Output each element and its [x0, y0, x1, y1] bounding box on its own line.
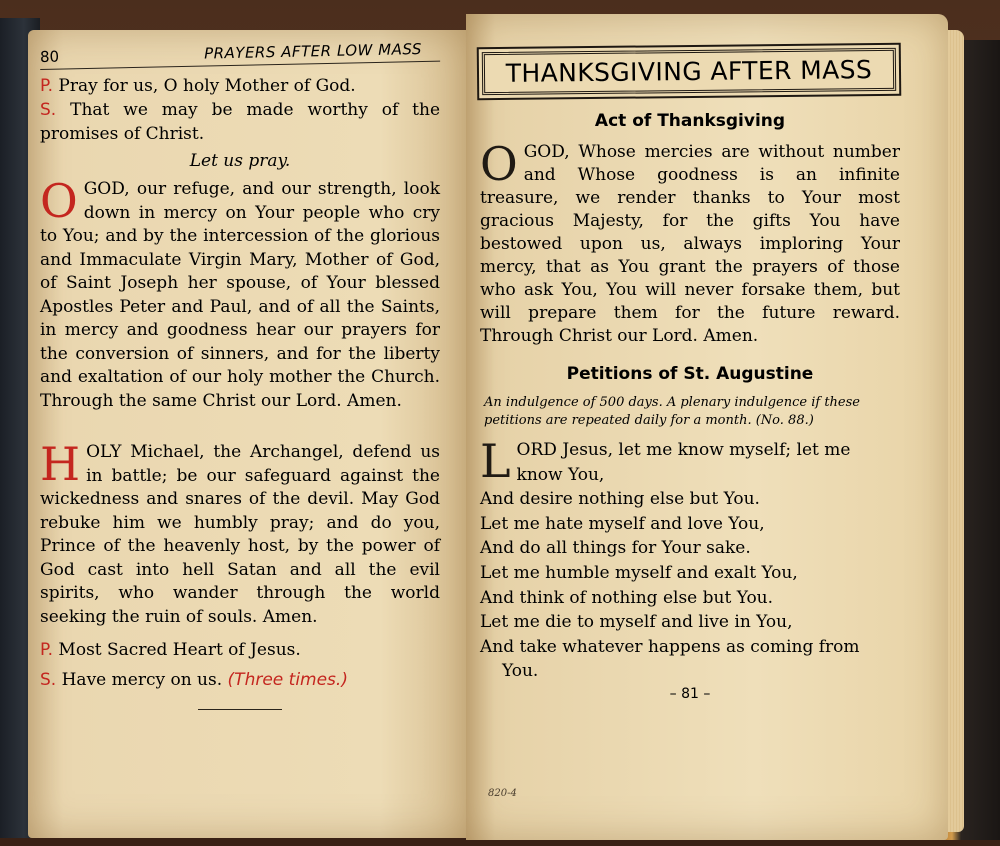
- page-title: THANKSGIVING AFTER MASS: [482, 48, 896, 95]
- page-edges: [946, 30, 964, 832]
- dropcap-o: O: [40, 174, 78, 228]
- closing-versicle-text: Most Sacred Heart of Jesus.: [58, 640, 301, 660]
- dropcap-h: H: [40, 437, 81, 491]
- closing-versicle: [40, 635, 440, 665]
- right-page-content: [480, 50, 900, 702]
- prayer-two-text: OLY Michael, the Archangel, defend us in battle; be our safeguard against the wickedness and snares of the devil. May God rebuke him we humbly pray; and do you, Prince of the heavenly host, by the power of God cast into hell Satan and all the evil spirits, who wander through the world seeking the ruin of souls. Amen.: [40, 442, 440, 627]
- closing-versicle-marker: P.: [40, 640, 54, 660]
- poem-last-line: You.: [502, 661, 539, 682]
- thanksgiving-text: GOD, Whose mercies are without number and Whose goodness is an infinite treasure, we render thanks to Your most gracious Majesty, for the gifts You have bestowed upon us, always imploring Your mercy, that as You grant the prayers of those who ask You, You will never forsake them, but will prepare them for the future reward. Through Christ our Lord. Amen.: [480, 142, 900, 346]
- prayer-two: [40, 437, 440, 629]
- response-text: That we may be made worthy of the promises of Christ.: [40, 100, 441, 144]
- poem-line: Let me hate myself and love You,: [480, 513, 765, 534]
- closing-response-text: Have mercy on us.: [61, 670, 223, 690]
- poem-line: Let me die to myself and live in You,: [480, 612, 793, 633]
- versicle: [40, 74, 440, 98]
- dropcap-l: L: [480, 434, 511, 488]
- poem-line: Let me humble myself and exalt You,: [480, 562, 798, 583]
- poem-line: And do all things for Your sake.: [480, 538, 751, 559]
- closing-response-marker: S.: [40, 670, 57, 690]
- versicle-text: Pray for us, O holy Mother of God.: [58, 76, 356, 96]
- dropcap-o-thanksgiving: O: [480, 137, 518, 191]
- left-page-content: [39, 40, 441, 710]
- let-us-pray: Let us pray.: [189, 151, 291, 171]
- poem-line: And take whatever happens as coming from: [480, 636, 860, 657]
- closing-response: [40, 665, 440, 695]
- running-head: PRAYERS AFTER LOW MASS: [203, 40, 423, 63]
- indulgence-note: An indulgence of 500 days. A plenary indulgence if these petitions are repeated daily for a month. (No. 88.): [484, 395, 860, 428]
- page-number-right: – 81 –: [669, 685, 711, 702]
- response: [40, 98, 440, 146]
- prayer-one: [40, 174, 440, 413]
- section-heading-thanksgiving: Act of Thanksgiving: [594, 111, 786, 131]
- print-code: 820-4: [488, 788, 517, 799]
- petitions-poem: [480, 434, 900, 684]
- closing-rule: [198, 709, 282, 710]
- prayer-one-text: GOD, our refuge, and our strength, look down in mercy on Your people who cry to You; and by the intercession of the glorious and Immaculate Virgin Mary, Mother of God, of Saint Joseph her spouse, of Your blessed Apostles Peter and Paul, and of all the Saints, in mercy and goodness hear our prayers for the conversion of sinners, and for the liberty and exaltation of our holy mother the Church. Through the same Christ our Lord. Amen.: [40, 179, 440, 411]
- rubric-three-times: (Three times.): [227, 670, 348, 690]
- poem-first-line-text: ORD Jesus, let me know myself; let me: [516, 440, 851, 460]
- page-number: 80: [39, 47, 60, 66]
- poem-line: And think of nothing else but You.: [480, 587, 774, 608]
- response-marker: S.: [40, 100, 57, 120]
- poem-line: And desire nothing else but You.: [480, 489, 760, 510]
- poem-first-line-cont: know You,: [516, 464, 605, 485]
- versicle-marker: P.: [40, 76, 54, 96]
- section-heading-petitions: Petitions of St. Augustine: [566, 364, 814, 384]
- thanksgiving-prayer: [480, 137, 900, 348]
